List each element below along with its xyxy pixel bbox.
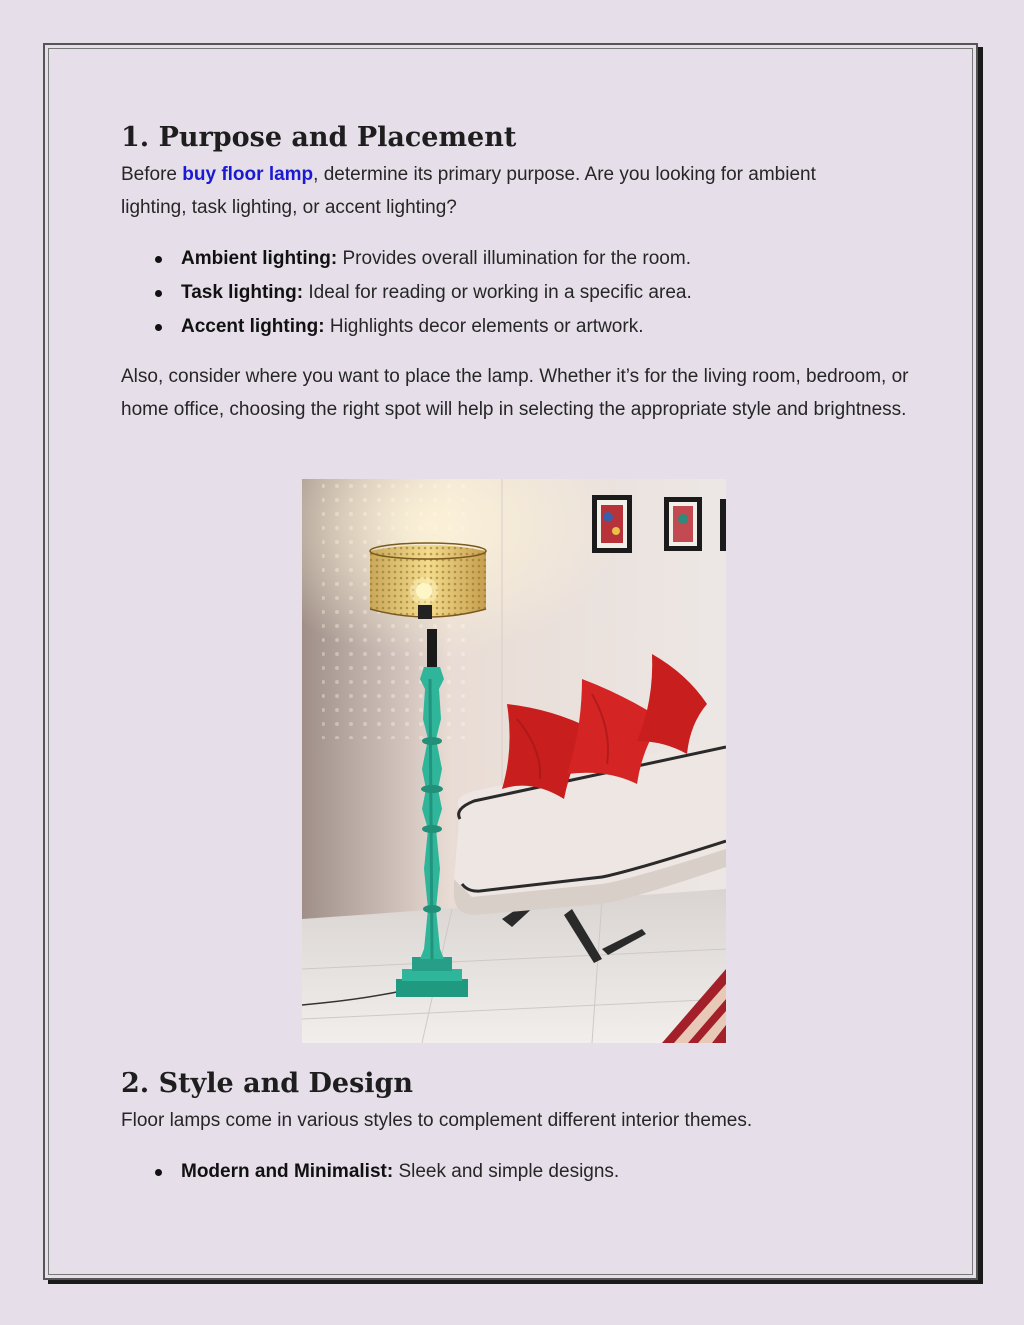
list-item <box>121 276 921 310</box>
bullet-term: Modern and Minimalist: <box>181 1161 394 1182</box>
bullet-desc: Provides overall illumination for the room. <box>337 248 691 269</box>
buy-floor-lamp-link[interactable]: buy floor lamp <box>182 164 314 185</box>
bullet-desc: Ideal for reading or working in a specific area. <box>303 282 692 303</box>
bullet-desc: Highlights decor elements or artwork. <box>324 316 644 337</box>
intro-text-after: , determine its primary purpose. Are you looking for ambient lighting, task lighting, or accent lighting? <box>121 164 816 218</box>
bullet-term: Task lighting: <box>181 282 304 303</box>
list-item <box>121 242 921 276</box>
section-2-content <box>121 1064 921 1189</box>
list-item <box>121 310 921 344</box>
bullet-term: Ambient lighting: <box>181 248 338 269</box>
section-2-intro: Floor lamps come in various styles to complement different interior themes. <box>121 1110 753 1131</box>
intro-text-before: Before <box>121 164 183 185</box>
lighting-types-list <box>121 242 921 344</box>
style-types-list <box>121 1155 921 1189</box>
bullet-term: Accent lighting: <box>181 316 325 337</box>
section-1-heading: 1. Purpose and Placement <box>121 122 517 153</box>
section-1-intro <box>121 158 841 224</box>
bullet-desc: Sleek and simple designs. <box>393 1161 620 1182</box>
document-content <box>121 118 921 426</box>
list-item <box>121 1155 921 1189</box>
floor-lamp-photo <box>302 479 726 1043</box>
section-2-heading: 2. Style and Design <box>121 1068 414 1099</box>
section-1-closing: Also, consider where you want to place the lamp. Whether it’s for the living room, bedroom, or home office, choosing the right spot will help in selecting the appropriate style and brightness. <box>121 366 909 420</box>
